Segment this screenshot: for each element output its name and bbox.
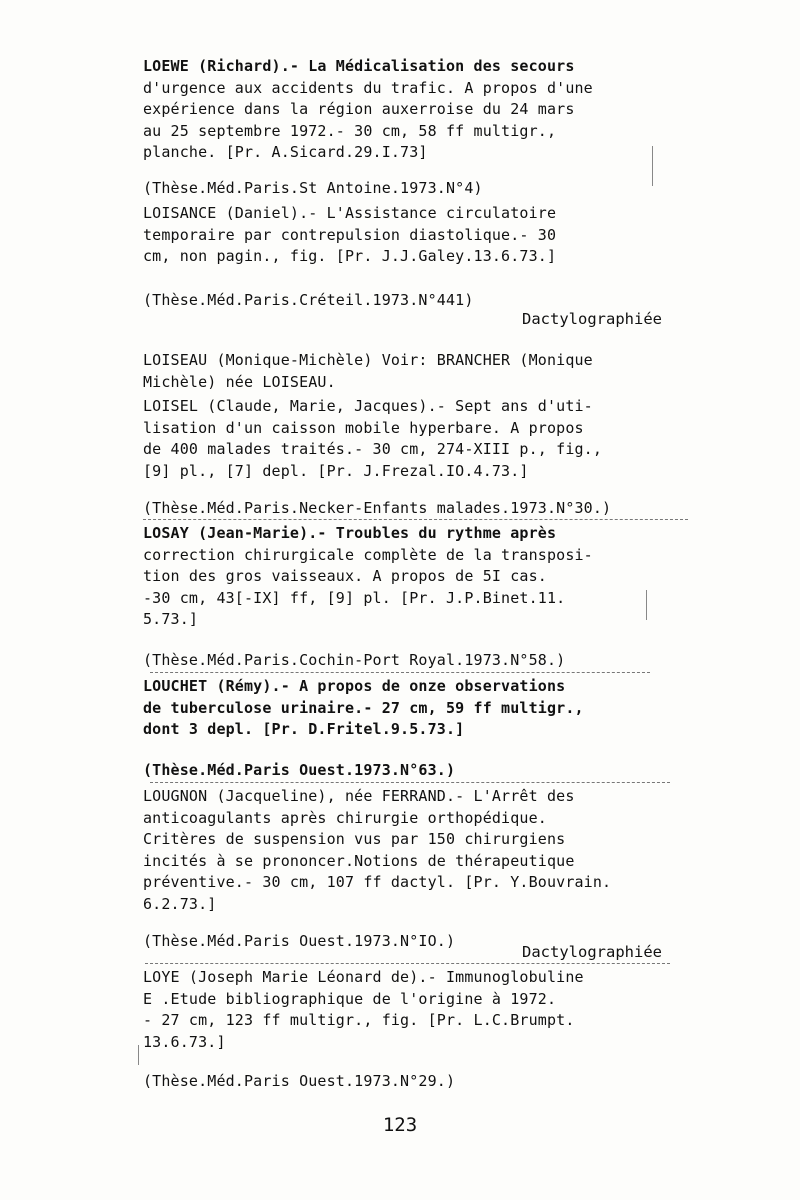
entry-line: de tuberculose urinaire.- 27 cm, 59 ff multigr., xyxy=(143,698,584,717)
entry-line: lisation d'un caisson mobile hyperbare. A propos xyxy=(143,418,584,437)
entry-loewe xyxy=(143,56,683,164)
thesis-line: (Thèse.Méd.Paris Ouest.1973.N°29.) xyxy=(143,1072,456,1090)
card-divider xyxy=(145,963,670,964)
thesis-line: (Thèse.Méd.Paris.Necker-Enfants malades.1973.N°30.) xyxy=(143,499,612,517)
entry-line: LOEWE (Richard).- La Médicalisation des secours xyxy=(143,57,575,75)
entry-line: dont 3 depl. [Pr. D.Fritel.9.5.73.] xyxy=(143,720,465,738)
thesis-reference xyxy=(143,498,703,520)
dactylo-note: Dactylographiée xyxy=(522,310,662,328)
card-edge-mark xyxy=(652,146,653,186)
entry-line: LOISEL (Claude, Marie, Jacques).- Sept ans d'uti- xyxy=(143,397,593,415)
entry-line: temporaire par contrepulsion diastolique.- 30 xyxy=(143,225,557,244)
thesis-reference xyxy=(143,1071,703,1093)
entry-loiseau xyxy=(143,350,683,393)
entry-loisel xyxy=(143,396,683,482)
thesis-line: (Thèse.Méd.Paris.Créteil.1973.N°441) xyxy=(143,291,474,309)
entry-line: LOSAY (Jean-Marie).- Troubles du rythme après xyxy=(143,524,557,542)
card-divider xyxy=(143,519,688,520)
entry-line: [9] pl., [7] depl. [Pr. J.Frezal.IO.4.73.] xyxy=(143,461,529,480)
entry-line: d'urgence aux accidents du trafic. A propos d'une xyxy=(143,78,593,97)
entry-line: Critères de suspension vus par 150 chirurgiens xyxy=(143,830,566,848)
entry-louchet xyxy=(143,676,683,741)
entry-line: incités à se prononcer.Notions de thérapeutique xyxy=(143,851,575,870)
card-divider xyxy=(150,672,650,673)
entry-line: 6.2.73.] xyxy=(143,894,217,913)
thesis-reference xyxy=(143,760,703,782)
entry-loye xyxy=(143,967,683,1053)
entry-line: 13.6.73.] xyxy=(143,1032,226,1051)
entry-line: LOUCHET (Rémy).- A propos de onze observations xyxy=(143,677,566,695)
card-edge-mark xyxy=(138,1045,139,1065)
entry-line: planche. [Pr. A.Sicard.29.I.73] xyxy=(143,143,428,161)
entry-line: - 27 cm, 123 ff multigr., fig. [Pr. L.C.Brumpt. xyxy=(143,1011,575,1029)
entry-losay xyxy=(143,523,683,631)
entry-line: correction chirurgicale complète de la transposi- xyxy=(143,545,593,564)
entry-line: cm, non pagin., fig. [Pr. J.J.Galey.13.6.73.] xyxy=(143,247,557,265)
entry-line: LOISANCE (Daniel).- L'Assistance circulatoire xyxy=(143,204,557,222)
card-divider xyxy=(150,782,670,783)
entry-line: préventive.- 30 cm, 107 ff dactyl. [Pr. Y.Bouvrain. xyxy=(143,873,612,891)
thesis-line: (Thèse.Méd.Paris Ouest.1973.N°IO.) xyxy=(143,932,456,950)
entry-line: de 400 malades traités.- 30 cm, 274-XIII p., fig., xyxy=(143,440,603,458)
card-edge-mark xyxy=(646,590,647,620)
thesis-reference xyxy=(143,650,703,672)
dactylo-note: Dactylographiée xyxy=(522,943,662,961)
page-number: 123 xyxy=(382,1114,418,1136)
entry-line: LOISEAU (Monique-Michèle) Voir: BRANCHER (Monique xyxy=(143,351,593,369)
entry-line: au 25 septembre 1972.- 30 cm, 58 ff multigr., xyxy=(143,121,557,140)
entry-line: 5.73.] xyxy=(143,610,199,628)
thesis-line: (Thèse.Méd.Paris.Cochin-Port Royal.1973.N°58.) xyxy=(143,651,566,669)
thesis-line: (Thèse.Méd.Paris Ouest.1973.N°63.) xyxy=(143,761,456,779)
entry-line: Michèle) née LOISEAU. xyxy=(143,372,336,391)
entry-loisance xyxy=(143,203,683,268)
thesis-reference xyxy=(143,178,703,200)
entry-line: E .Etude bibliographique de l'origine à 1972. xyxy=(143,989,557,1008)
entry-line: LOUGNON (Jacqueline), née FERRAND.- L'Arrêt des xyxy=(143,787,575,805)
entry-line: -30 cm, 43[-IX] ff, [9] pl. [Pr. J.P.Binet.11. xyxy=(143,588,566,607)
entry-line: expérience dans la région auxerroise du 24 mars xyxy=(143,100,575,118)
thesis-line: (Thèse.Méd.Paris.St Antoine.1973.N°4) xyxy=(143,179,483,197)
entry-lougnon xyxy=(143,786,683,915)
entry-line: anticoagulants après chirurgie orthopédique. xyxy=(143,808,547,827)
entry-line: LOYE (Joseph Marie Léonard de).- Immunoglobuline xyxy=(143,968,584,986)
entry-line: tion des gros vaisseaux. A propos de 5I cas. xyxy=(143,567,547,585)
